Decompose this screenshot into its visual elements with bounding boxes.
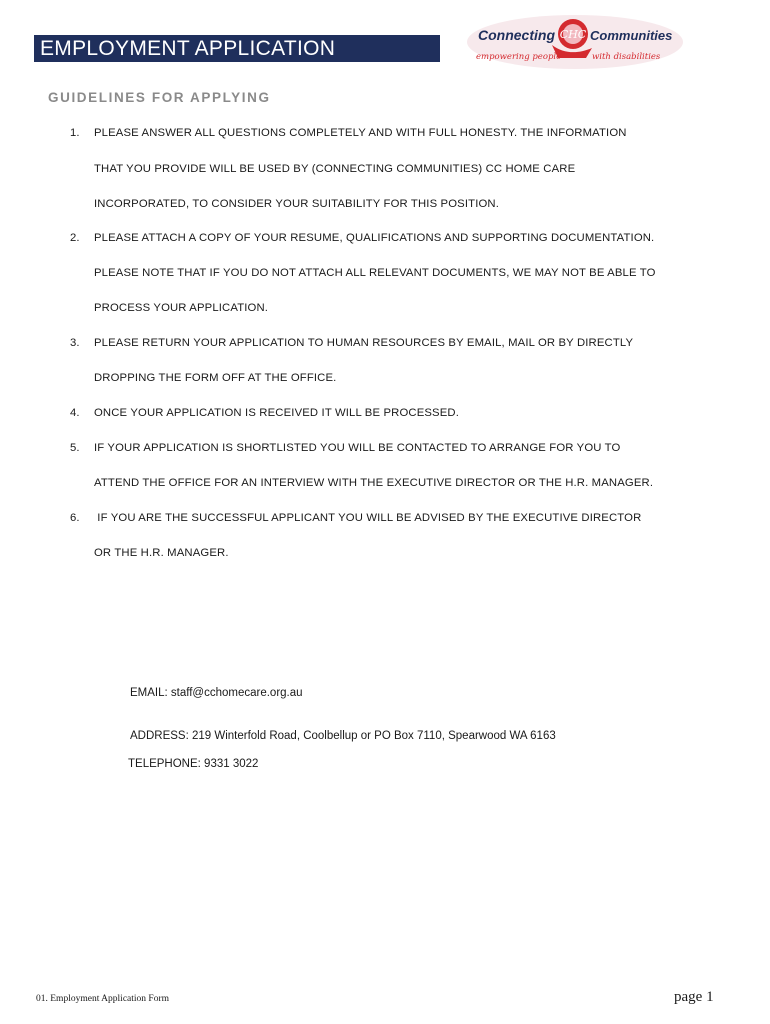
guideline-number: 2. xyxy=(70,232,80,244)
guideline-line: IF YOUR APPLICATION IS SHORTLISTED YOU WILL BE CONTACTED TO ARRANGE FOR YOU TO xyxy=(94,442,621,454)
logo-tagline-right: with disabilities xyxy=(592,52,661,62)
contact-email: EMAIL: staff@cchomecare.org.au xyxy=(130,687,303,699)
logo-brand-right: Communities xyxy=(590,28,673,43)
guideline-line: PLEASE RETURN YOUR APPLICATION TO HUMAN RESOURCES BY EMAIL, MAIL OR BY DIRECTLY xyxy=(94,337,634,349)
guideline-number: 3. xyxy=(70,337,80,349)
contact-telephone: TELEPHONE: 9331 3022 xyxy=(128,758,259,770)
guideline-line: DROPPING THE FORM OFF AT THE OFFICE. xyxy=(94,372,337,384)
logo-emblem: CHC xyxy=(559,28,587,41)
guideline-line: PLEASE ATTACH A COPY OF YOUR RESUME, QUALIFICATIONS AND SUPPORTING DOCUMENTATION. xyxy=(94,232,655,244)
guideline-number: 5. xyxy=(70,442,80,454)
guideline-line: ONCE YOUR APPLICATION IS RECEIVED IT WILL BE PROCESSED. xyxy=(94,407,460,419)
guideline-line: PLEASE NOTE THAT IF YOU DO NOT ATTACH ALL RELEVANT DOCUMENTS, WE MAY NOT BE ABLE TO xyxy=(94,267,656,279)
guideline-number: 6. xyxy=(70,512,80,524)
guideline-line: OR THE H.R. MANAGER. xyxy=(94,547,229,559)
logo-tagline-left: empowering people xyxy=(476,52,562,62)
logo-brand-left: Connecting xyxy=(478,27,555,43)
contact-address: ADDRESS: 219 Winterfold Road, Coolbellup or PO Box 7110, Spearwood WA 6163 xyxy=(130,730,556,742)
company-logo xyxy=(466,14,684,70)
guideline-line: ATTEND THE OFFICE FOR AN INTERVIEW WITH THE EXECUTIVE DIRECTOR OR THE H.R. MANAGER. xyxy=(94,477,654,489)
page-number: page 1 xyxy=(674,989,714,1005)
guideline-line: PROCESS YOUR APPLICATION. xyxy=(94,302,269,314)
guidelines-heading: GUIDELINES FOR APPLYING xyxy=(48,90,271,105)
guideline-line: INCORPORATED, TO CONSIDER YOUR SUITABILITY FOR THIS POSITION. xyxy=(94,198,500,210)
guideline-number: 1. xyxy=(70,127,80,139)
guideline-line: PLEASE ANSWER ALL QUESTIONS COMPLETELY AND WITH FULL HONESTY. THE INFORMATION xyxy=(94,127,627,139)
guideline-number: 4. xyxy=(70,407,80,419)
footer-form-name: 01. Employment Application Form xyxy=(36,994,169,1004)
guideline-line: IF YOU ARE THE SUCCESSFUL APPLICANT YOU WILL BE ADVISED BY THE EXECUTIVE DIRECTOR xyxy=(94,512,642,524)
guideline-line: THAT YOU PROVIDE WILL BE USED BY (CONNECTING COMMUNITIES) CC HOME CARE xyxy=(94,163,576,175)
page-title: EMPLOYMENT APPLICATION xyxy=(34,35,440,62)
